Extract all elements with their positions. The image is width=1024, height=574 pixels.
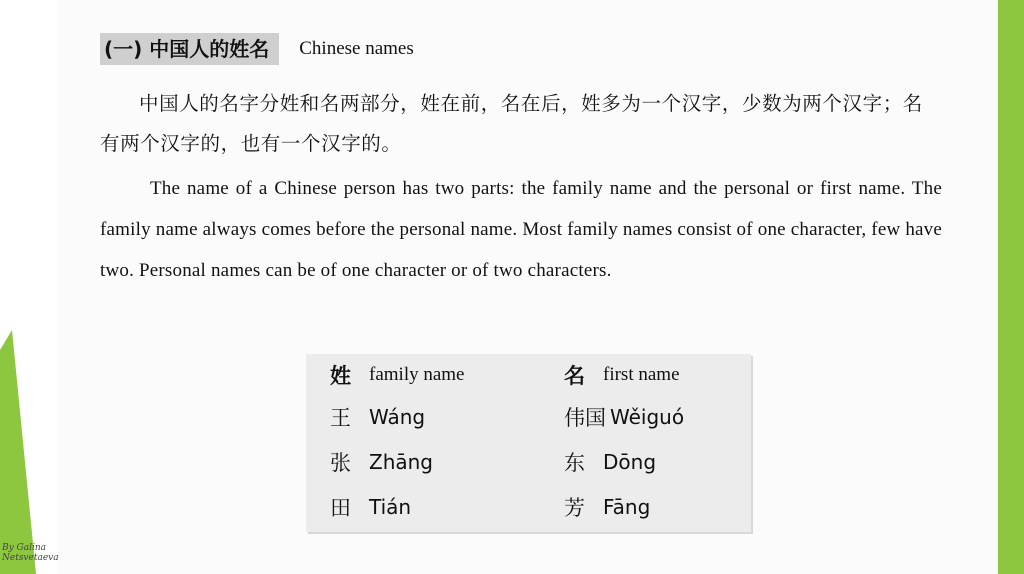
right-green-bar bbox=[994, 0, 1024, 574]
first-name-char: 名 bbox=[564, 364, 585, 388]
family-name-char: 姓 bbox=[330, 364, 351, 388]
first-pinyin: Dōng bbox=[603, 450, 657, 474]
signature-line-2: Netsvetaeva bbox=[2, 553, 59, 563]
table-row bbox=[564, 402, 684, 432]
english-paragraph: The name of a Chinese person has two parts: the family name and the personal or first name. The family name always comes before the personal name. Most family names consist of one character, few have two. Personal names can be of one character or of two characters. bbox=[100, 178, 942, 281]
first-chars: 东 bbox=[564, 451, 585, 475]
table-row bbox=[330, 492, 411, 522]
table-header-first bbox=[564, 360, 680, 390]
name-table bbox=[306, 354, 751, 532]
chinese-paragraph: 中国人的名字分姓和名两部分，姓在前，名在后，姓多为一个汉字，少数为两个汉字；名有两个汉字的，也有一个汉字的。 bbox=[100, 92, 923, 155]
family-char: 张 bbox=[330, 451, 351, 475]
table-header-family bbox=[330, 360, 465, 390]
first-name-label: first name bbox=[603, 364, 680, 385]
first-pinyin: Fāng bbox=[603, 495, 651, 519]
first-chars: 芳 bbox=[564, 496, 585, 520]
family-pinyin: Zhāng bbox=[369, 450, 434, 474]
table-row bbox=[330, 447, 433, 477]
family-char: 田 bbox=[330, 496, 351, 520]
left-green-decoration bbox=[0, 330, 40, 574]
first-pinyin: Wěiguó bbox=[610, 405, 685, 429]
table-row bbox=[564, 447, 656, 477]
family-pinyin: Tián bbox=[369, 495, 412, 519]
table-row bbox=[564, 492, 650, 522]
family-pinyin: Wáng bbox=[369, 405, 426, 429]
family-char: 王 bbox=[330, 406, 351, 430]
signature-line-1: By Galina bbox=[2, 543, 47, 553]
author-signature bbox=[2, 543, 59, 563]
family-name-label: family name bbox=[369, 364, 465, 385]
heading-chinese: (一) 中国人的姓名 bbox=[100, 33, 279, 65]
table-row bbox=[330, 402, 425, 432]
section-heading bbox=[100, 32, 414, 66]
first-chars: 伟国 bbox=[564, 406, 606, 430]
heading-english: Chinese names bbox=[299, 38, 414, 59]
